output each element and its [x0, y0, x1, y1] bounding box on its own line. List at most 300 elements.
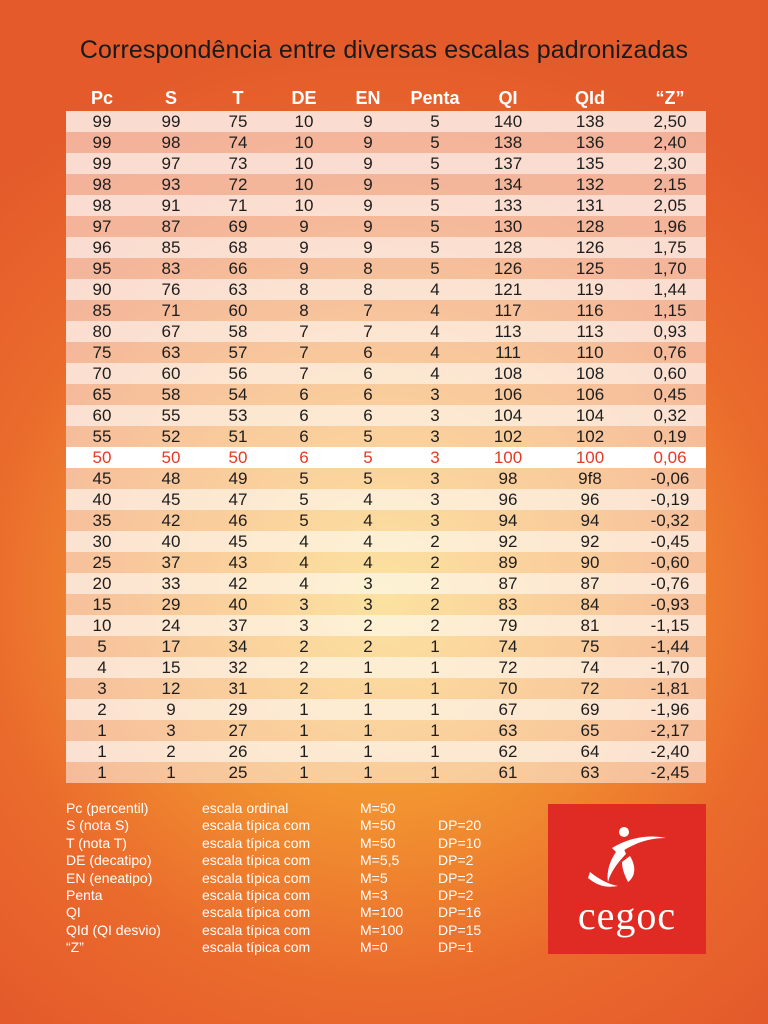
- table-cell: 113: [494, 322, 522, 341]
- table-cell: 136: [575, 133, 605, 152]
- table-cell: 4: [430, 343, 440, 362]
- table-cell: 5: [430, 112, 440, 131]
- table-cell: 10: [92, 616, 112, 635]
- table-cell: 98: [92, 175, 112, 194]
- table-cell: 133: [493, 196, 523, 215]
- legend-row: [66, 800, 526, 817]
- table-cell: 1: [430, 721, 440, 740]
- legend-cell: M=0: [360, 939, 388, 956]
- table-cell: 50: [92, 448, 112, 467]
- table-cell: 1,75: [653, 238, 687, 257]
- table-cell: 1,96: [653, 217, 687, 236]
- table-cell: 51: [228, 427, 248, 446]
- table-cell: 0,19: [653, 427, 687, 446]
- table-cell: 3: [430, 385, 440, 404]
- legend-cell: DP=2: [438, 887, 474, 904]
- table-cell: 130: [493, 217, 523, 236]
- table-cell: 32: [228, 658, 248, 677]
- table-cell: 134: [493, 175, 523, 194]
- column-header: Penta: [410, 88, 460, 108]
- table-cell: 5: [97, 637, 107, 656]
- legend-cell: QI: [66, 904, 81, 921]
- legend-cell: EN (eneatipo): [66, 869, 153, 886]
- table-cell: 30: [92, 532, 112, 551]
- table-cell: 66: [228, 259, 248, 278]
- table-cell: 5: [299, 511, 309, 530]
- table-cell: 1: [430, 763, 440, 782]
- legend-cell: escala típica com: [202, 904, 311, 921]
- table-cell: 4: [430, 301, 440, 320]
- table-cell: 92: [498, 532, 518, 551]
- table-cell: 96: [92, 238, 112, 257]
- table-cell: 15: [161, 658, 181, 677]
- table-cell: 94: [498, 511, 518, 530]
- table-cell: 27: [228, 721, 248, 740]
- column-header: DE: [291, 88, 317, 108]
- table-row: [66, 195, 706, 216]
- table-cell: 43: [228, 553, 248, 572]
- table-cell: 138: [493, 133, 523, 152]
- table-cell: 2,30: [653, 154, 687, 173]
- table-cell: 5: [299, 469, 309, 488]
- table-cell: 60: [92, 406, 112, 425]
- table-cell: 73: [228, 154, 248, 173]
- legend-cell: “Z”: [66, 939, 84, 956]
- table-cell: -0,45: [650, 532, 690, 551]
- table-row: [66, 657, 706, 678]
- table-row: [66, 300, 706, 321]
- table-row: [66, 552, 706, 573]
- table-row: [66, 342, 706, 363]
- legend-row: [66, 870, 526, 887]
- table-cell: 98: [498, 469, 518, 488]
- table-cell: 128: [493, 238, 523, 257]
- legend-cell: escala típica com: [202, 887, 311, 904]
- table-cell: 97: [92, 217, 112, 236]
- table-cell: 9: [166, 700, 176, 719]
- table-cell: 87: [498, 574, 518, 593]
- table-cell: 50: [161, 448, 181, 467]
- table-cell: 65: [580, 721, 600, 740]
- table-cell: 1: [363, 721, 373, 740]
- table-cell: 40: [161, 532, 181, 551]
- table-row: [66, 258, 706, 279]
- table-cell: 6: [299, 427, 309, 446]
- table-cell: 1: [363, 679, 373, 698]
- table-body: [66, 111, 706, 783]
- table-row: [66, 762, 706, 783]
- table-cell: 10: [294, 112, 314, 131]
- table-cell: 69: [228, 217, 248, 236]
- legend-row: [66, 904, 526, 921]
- table-cell: 140: [493, 112, 523, 131]
- table-cell: 68: [228, 238, 248, 257]
- table-cell: 0,45: [653, 385, 687, 404]
- table-cell: 4: [363, 490, 373, 509]
- legend-row: [66, 887, 526, 904]
- legend-cell: escala ordinal: [202, 800, 289, 816]
- table-cell: 98: [161, 133, 181, 152]
- table-cell: 9: [299, 259, 309, 278]
- table-cell: -0,06: [650, 469, 690, 488]
- table-cell: 72: [498, 658, 518, 677]
- table-row: [66, 384, 706, 405]
- table-cell: 63: [161, 343, 181, 362]
- table-cell: 9: [363, 133, 373, 152]
- table-cell: 4: [363, 511, 373, 530]
- table-cell: 9: [363, 112, 373, 131]
- table-cell: 1: [166, 763, 176, 782]
- table-cell: 58: [161, 385, 181, 404]
- table-cell: -0,19: [650, 490, 690, 509]
- table-cell: 62: [498, 742, 518, 761]
- table-cell: 37: [161, 553, 181, 572]
- table-cell: 63: [580, 763, 600, 782]
- table-row: [66, 699, 706, 720]
- legend-row: [66, 852, 526, 869]
- legend-cell: T (nota T): [66, 834, 127, 851]
- table-cell: 20: [92, 574, 112, 593]
- table-cell: 29: [161, 595, 181, 614]
- table-cell: 126: [493, 259, 523, 278]
- table-cell: 4: [430, 322, 440, 341]
- table-cell: 1: [430, 658, 440, 677]
- table-cell: 137: [493, 154, 523, 173]
- table-cell: 74: [228, 133, 248, 152]
- table-row: [66, 405, 706, 426]
- table-cell: 10: [294, 133, 314, 152]
- table-cell: 9: [363, 217, 373, 236]
- table-cell: 6: [299, 448, 309, 467]
- table-cell: 7: [299, 322, 309, 341]
- table-cell: 52: [161, 427, 181, 446]
- table-header: [66, 84, 706, 111]
- legend-cell: Pc (percentil): [66, 800, 149, 816]
- table-cell: 2,05: [653, 196, 687, 215]
- legend-cell: M=3: [360, 887, 388, 904]
- table-cell: 72: [228, 175, 248, 194]
- table-cell: 1,15: [653, 301, 687, 320]
- table-cell: 91: [161, 196, 181, 215]
- table-cell: 9: [299, 217, 309, 236]
- table-cell: 83: [498, 595, 518, 614]
- table-cell: 5: [363, 448, 373, 467]
- table-cell: 56: [228, 364, 248, 383]
- table-cell: 90: [580, 553, 600, 572]
- legend-cell: DP=15: [438, 921, 482, 938]
- table-cell: 9: [363, 238, 373, 257]
- table-cell: 1: [430, 742, 440, 761]
- table-cell: 100: [575, 448, 605, 467]
- table-cell: 29: [228, 700, 248, 719]
- table-cell: 92: [580, 532, 600, 551]
- table-cell: 47: [228, 490, 248, 509]
- table-cell: 5: [299, 490, 309, 509]
- table-cell: 99: [92, 133, 112, 152]
- table-cell: 80: [92, 322, 112, 341]
- table-cell: 97: [161, 154, 181, 173]
- table-cell: 108: [493, 364, 523, 383]
- legend-cell: escala típica com: [202, 921, 311, 938]
- table-cell: 45: [161, 490, 181, 509]
- table-cell: 1,44: [653, 280, 687, 299]
- table-cell: 3: [430, 469, 440, 488]
- table-cell: 99: [161, 112, 181, 131]
- table-cell: 0,32: [653, 406, 687, 425]
- table-cell: 102: [575, 427, 605, 446]
- table-row: [66, 678, 706, 699]
- legend-cell: escala típica com: [202, 869, 311, 886]
- table-cell: 93: [161, 175, 181, 194]
- table-cell: 6: [363, 406, 373, 425]
- legend-cell: [438, 800, 518, 817]
- table-cell: 63: [228, 280, 248, 299]
- table-cell: 75: [228, 112, 248, 131]
- legend-row: [66, 817, 526, 834]
- table-row: [66, 447, 706, 468]
- table-cell: 135: [575, 154, 605, 173]
- table-cell: 60: [161, 364, 181, 383]
- table-cell: 1: [299, 700, 309, 719]
- table-cell: 25: [92, 553, 112, 572]
- table-cell: 55: [92, 427, 112, 446]
- table-cell: 35: [92, 511, 112, 530]
- table-cell: 74: [580, 658, 600, 677]
- legend-cell: QId (QI desvio): [66, 921, 161, 938]
- table-row: [66, 531, 706, 552]
- table-cell: 9: [363, 196, 373, 215]
- table-cell: 113: [576, 322, 604, 341]
- table-cell: -1,70: [650, 658, 690, 677]
- table-cell: 5: [430, 133, 440, 152]
- table-cell: 1: [363, 742, 373, 761]
- table-row: [66, 489, 706, 510]
- table-cell: 132: [575, 175, 605, 194]
- table-cell: 94: [580, 511, 600, 530]
- column-header: “Z”: [655, 88, 685, 108]
- table-cell: 3: [166, 721, 176, 740]
- table-cell: 45: [228, 532, 248, 551]
- table-cell: 75: [580, 637, 600, 656]
- legend-cell: escala típica com: [202, 817, 311, 834]
- table-cell: -0,32: [650, 511, 690, 530]
- legend-cell: M=50: [360, 834, 396, 851]
- table-row: [66, 237, 706, 258]
- table-cell: 1: [430, 679, 440, 698]
- table-cell: 5: [363, 427, 373, 446]
- table-cell: 81: [580, 616, 600, 635]
- table-cell: 65: [92, 385, 112, 404]
- table-cell: 3: [430, 511, 440, 530]
- table-cell: 46: [228, 511, 248, 530]
- column-header: EN: [355, 88, 381, 108]
- table-cell: 138: [575, 112, 605, 131]
- table-cell: 50: [228, 448, 248, 467]
- table-cell: 102: [493, 427, 523, 446]
- table-cell: 26: [228, 742, 248, 761]
- column-header: Pc: [90, 88, 114, 108]
- table-cell: -2,40: [650, 742, 690, 761]
- table-cell: 99: [92, 154, 112, 173]
- table-cell: 108: [575, 364, 605, 383]
- table-row: [66, 363, 706, 384]
- table-cell: -1,15: [650, 616, 690, 635]
- table-cell: 7: [299, 364, 309, 383]
- table-cell: 9f8: [578, 469, 602, 488]
- table-cell: 126: [575, 238, 605, 257]
- table-cell: 2: [97, 700, 107, 719]
- table-cell: 8: [363, 259, 373, 278]
- table-cell: 5: [430, 175, 440, 194]
- table-row: [66, 510, 706, 531]
- table-cell: 98: [92, 196, 112, 215]
- table-cell: 3: [430, 490, 440, 509]
- table-cell: 104: [493, 406, 523, 425]
- table-cell: 0,60: [653, 364, 687, 383]
- table-cell: 5: [430, 154, 440, 173]
- table-cell: 75: [92, 343, 112, 362]
- table-cell: -0,76: [650, 574, 690, 593]
- cegoc-logo: [548, 804, 706, 954]
- table-cell: 90: [92, 280, 112, 299]
- table-cell: 87: [580, 574, 600, 593]
- table-cell: 84: [580, 595, 600, 614]
- legend-cell: escala típica com: [202, 939, 311, 956]
- table-row: [66, 153, 706, 174]
- legend-cell: M=50: [360, 817, 396, 834]
- table-cell: 4: [299, 574, 309, 593]
- table-cell: 48: [161, 469, 181, 488]
- table-cell: 10: [294, 196, 314, 215]
- table-cell: 2: [299, 679, 309, 698]
- table-cell: 0,93: [653, 322, 687, 341]
- table-cell: 8: [299, 280, 309, 299]
- legend-row: [66, 835, 526, 852]
- legend-cell: S (nota S): [66, 817, 130, 834]
- table-cell: 99: [92, 112, 112, 131]
- table-row: [66, 720, 706, 741]
- table-cell: 6: [363, 364, 373, 383]
- column-header: S: [164, 88, 177, 108]
- table-cell: 9: [363, 175, 373, 194]
- table-cell: 1: [363, 700, 373, 719]
- table-cell: 2: [430, 595, 440, 614]
- table-cell: 61: [498, 763, 518, 782]
- legend-cell: escala típica com: [202, 834, 311, 851]
- table-cell: 69: [580, 700, 600, 719]
- legend-cell: M=5: [360, 869, 388, 886]
- table-cell: -1,81: [650, 679, 690, 698]
- table-cell: 25: [228, 763, 248, 782]
- table-cell: 87: [161, 217, 181, 236]
- table-cell: 76: [161, 280, 181, 299]
- table-cell: 9: [299, 238, 309, 257]
- table-cell: 8: [363, 280, 373, 299]
- legend-cell: DP=2: [438, 869, 474, 886]
- legend-cell: DP=16: [438, 904, 482, 921]
- legend-cell: DP=20: [438, 817, 482, 834]
- table-cell: 0,06: [653, 448, 687, 467]
- table-row: [66, 615, 706, 636]
- table-cell: 42: [161, 511, 181, 530]
- legend-cell: M=5,5: [360, 852, 400, 869]
- table-cell: 7: [363, 322, 373, 341]
- table-cell: 117: [494, 301, 522, 320]
- table-cell: 34: [228, 637, 248, 656]
- table-cell: 96: [580, 490, 600, 509]
- table-cell: 1: [363, 658, 373, 677]
- table-cell: 2,40: [653, 133, 687, 152]
- table-cell: 54: [228, 385, 248, 404]
- table-cell: 5: [430, 259, 440, 278]
- table-cell: 106: [493, 385, 523, 404]
- table-cell: 5: [363, 469, 373, 488]
- table-cell: 67: [161, 322, 181, 341]
- table-cell: 2: [363, 637, 373, 656]
- table-cell: 5: [430, 196, 440, 215]
- table-cell: 3: [363, 574, 373, 593]
- table-cell: 106: [575, 385, 605, 404]
- table-cell: 71: [228, 196, 248, 215]
- table-cell: 4: [363, 532, 373, 551]
- table-cell: -2,45: [650, 763, 690, 782]
- table-cell: 40: [92, 490, 112, 509]
- table-row: [66, 321, 706, 342]
- table-cell: 3: [430, 406, 440, 425]
- table-cell: 3: [363, 595, 373, 614]
- table-cell: 6: [363, 385, 373, 404]
- table-cell: 45: [92, 469, 112, 488]
- table-cell: 4: [299, 553, 309, 572]
- table-row: [66, 573, 706, 594]
- table-cell: 40: [228, 595, 248, 614]
- table-cell: 1: [430, 700, 440, 719]
- table-row: [66, 636, 706, 657]
- table-cell: 110: [576, 343, 604, 362]
- table-cell: 71: [161, 301, 181, 320]
- table-cell: 6: [299, 406, 309, 425]
- table-row: [66, 741, 706, 762]
- table-cell: 33: [161, 574, 181, 593]
- table-cell: 4: [97, 658, 107, 677]
- table-cell: 49: [228, 469, 248, 488]
- table-cell: 5: [430, 217, 440, 236]
- legend-cell: M=50: [360, 800, 396, 816]
- table-cell: 6: [299, 385, 309, 404]
- table-cell: 3: [299, 595, 309, 614]
- table-row: [66, 174, 706, 195]
- table-cell: 89: [498, 553, 518, 572]
- table-cell: 7: [299, 343, 309, 362]
- table-cell: 1: [97, 742, 107, 761]
- table-cell: 1: [363, 763, 373, 782]
- table-row: [66, 132, 706, 153]
- table-cell: 4: [430, 280, 440, 299]
- table-cell: 2: [430, 553, 440, 572]
- table-cell: 1: [97, 721, 107, 740]
- table-cell: 2: [166, 742, 176, 761]
- legend-cell: escala típica com: [202, 852, 311, 869]
- score-table: [66, 84, 706, 783]
- table-cell: 55: [161, 406, 181, 425]
- table-cell: 1: [299, 742, 309, 761]
- table-cell: 121: [493, 280, 523, 299]
- legend-cell: DP=1: [438, 939, 474, 956]
- legend-cell: M=100: [360, 921, 404, 938]
- table-cell: 119: [576, 280, 604, 299]
- table-cell: 85: [92, 301, 112, 320]
- table-cell: 128: [575, 217, 605, 236]
